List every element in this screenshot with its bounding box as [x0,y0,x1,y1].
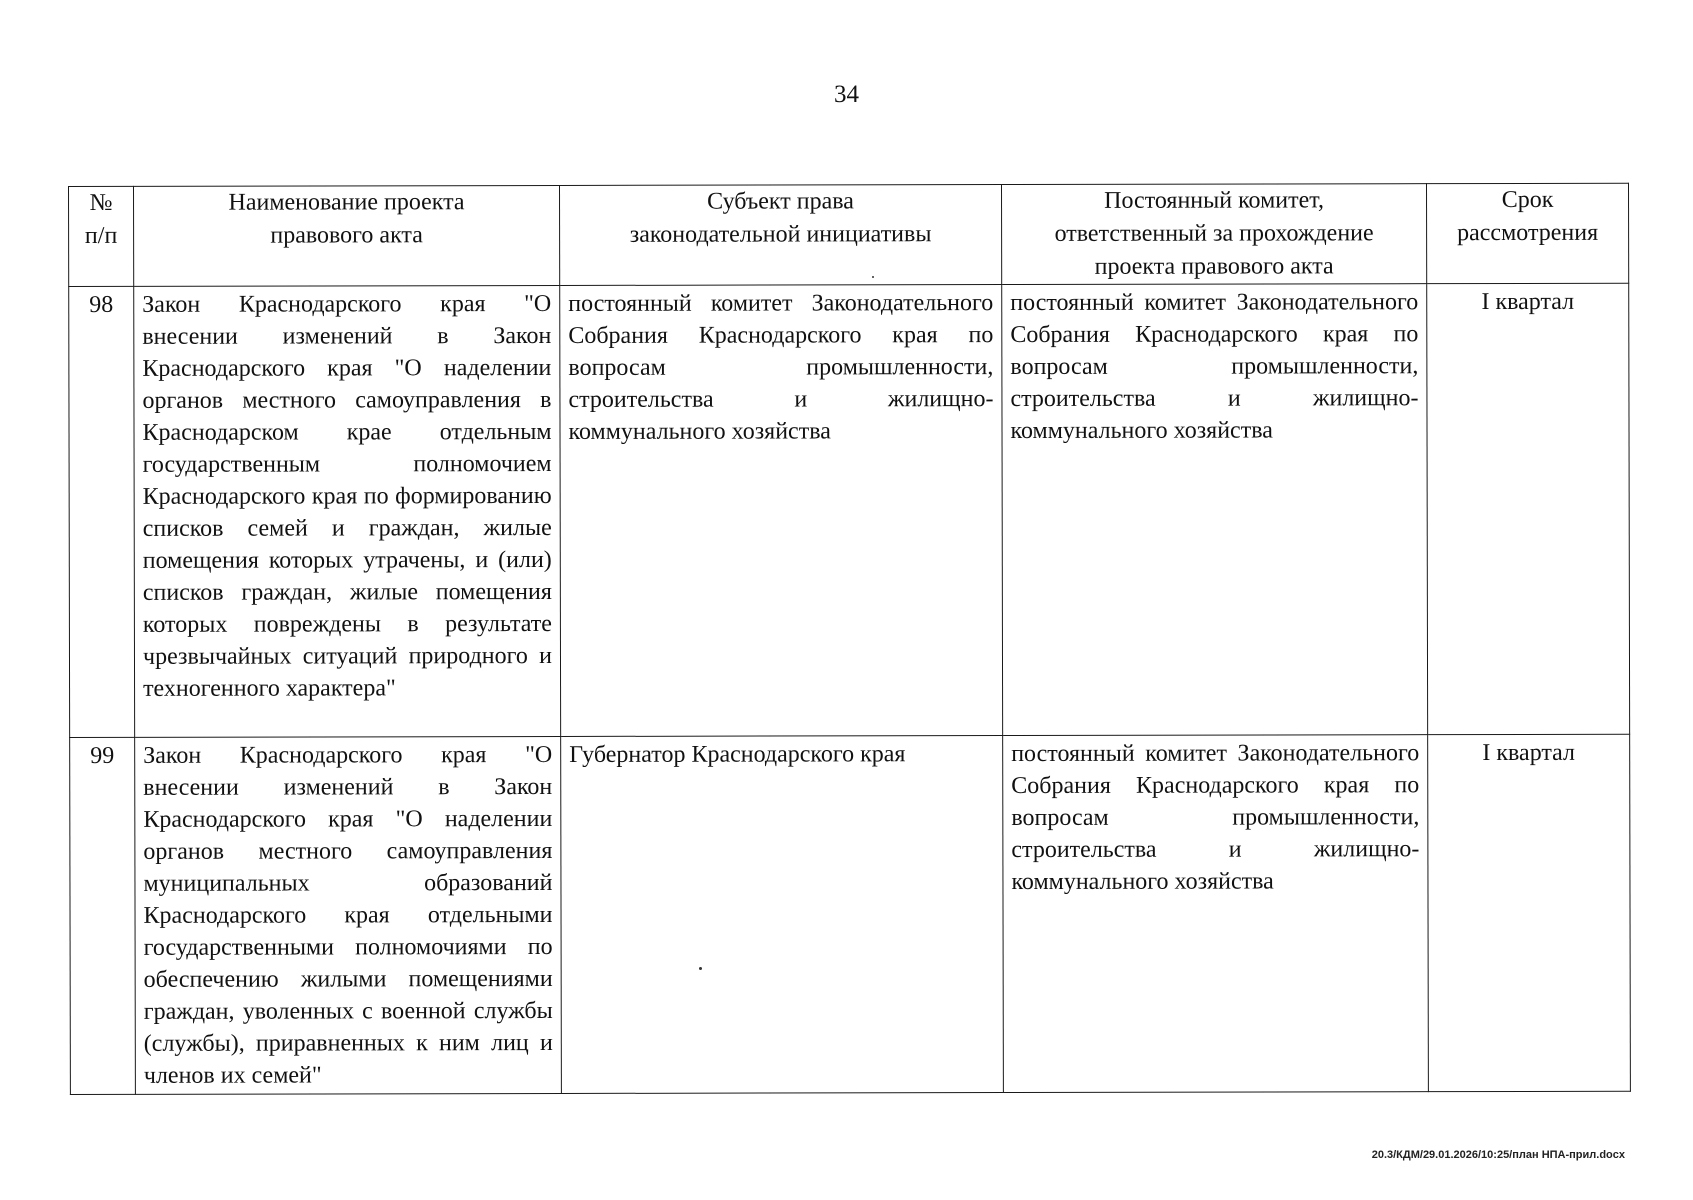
table-row [70,734,1631,1094]
responsible-committee: постоянный комитет Законодательного Собрания Краснодарского края по вопросам промышленности, строительства и жилищно-коммунального хозяйства [1003,735,1429,1093]
scan-speck [699,967,702,970]
page-number: 34 [834,81,859,108]
review-term: I квартал [1427,283,1630,734]
review-term: I квартал [1428,734,1631,1091]
document-footer-code: 20.3/КДМ/29.01.2026/10:25/план НПА-прил.docx [1371,1149,1625,1161]
act-name: Закон Краснодарского края "О внесении изменений в Закон Краснодарского края "О наделении органов местного самоуправления в Краснодарском крае отдельным государственным полномочием Краснодарского края по формированию списков семей и граждан, жилые помещения которых утрачены, и (или) списков граждан, жилые помещения которых повреждены в результате чрезвычайных ситуаций природного и техногенного характера" [134,285,561,737]
responsible-committee: постоянный комитет Законодательного Собрания Краснодарского края по вопросам промышленности, строительства и жилищно-коммунального хозяйства [1002,284,1428,736]
header-row [69,183,1629,286]
table-body [69,283,1631,1094]
initiative-subject: постоянный комитет Законодательного Собрания Краснодарского края по вопросам промышленности, строительства и жилищно-коммунального хозяйства [560,285,1003,737]
header-term: Срок рассмотрения [1426,183,1628,283]
header-committee: Постоянный комитет, ответственный за прохождение проекта правового акта [1001,184,1426,285]
table-row [69,283,1630,737]
act-name: Закон Краснодарского края "О внесении изменений в Закон Краснодарского края "О наделении органов местного самоуправления муниципальных образований Краснодарского края отдельными государственными полномочиями по обеспечению жилыми помещениями граждан, уволенных с военной службы (службы), приравненных к ним лиц и членов их семей" [135,736,562,1094]
scan-speck [872,276,874,278]
row-number: 99 [70,737,136,1094]
header-name: Наименование проекта правового акта [134,185,560,286]
header-subject: Субъект права законодательной инициативы [559,185,1001,286]
legislative-plan-table [68,183,1631,1095]
initiative-subject: Губернатор Краснодарского края [561,736,1004,1094]
row-number: 98 [69,286,135,737]
header-num: № п/п [69,186,134,286]
table-header [69,183,1629,286]
